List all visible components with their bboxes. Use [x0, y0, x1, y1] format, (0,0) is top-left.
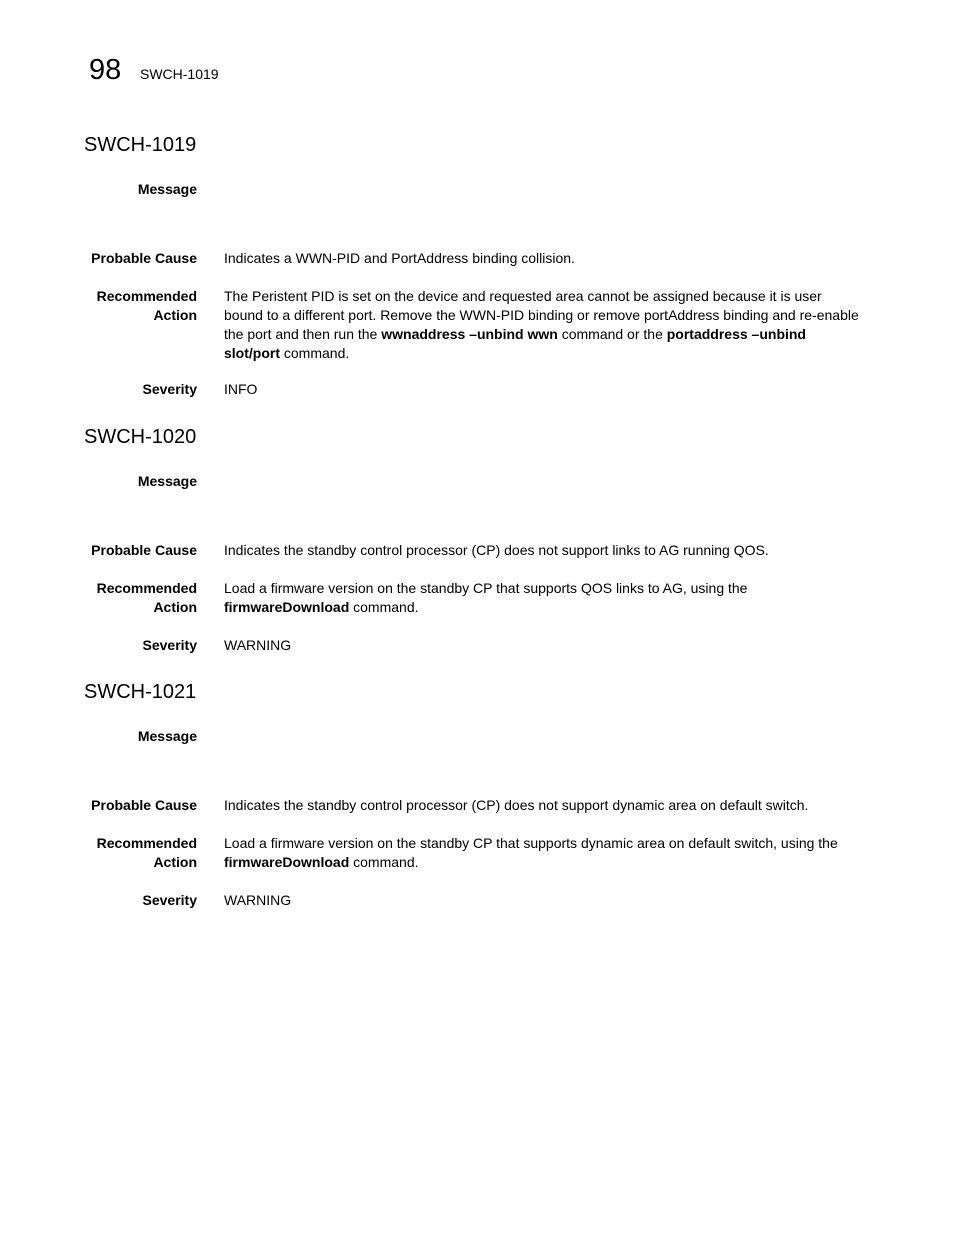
recommended-label: Recommended [96, 835, 197, 851]
probable-cause-label: Probable Cause [91, 797, 197, 813]
probable-cause-label: Probable Cause [91, 542, 197, 558]
action-text: Load a firmware version on the standby CP that supports dynamic area on default switch, using the [224, 835, 838, 851]
section-title: SWCH-1021 [84, 681, 197, 703]
recommended-action-label [97, 834, 197, 872]
section-title: SWCH-1020 [84, 426, 197, 448]
severity-label: Severity [142, 892, 197, 908]
severity-value: WARNING [224, 637, 292, 653]
probable-cause-text: Indicates the standby control processor (CP) does not support dynamic area on default switch. [224, 797, 809, 813]
recommended-label: Recommended [96, 288, 197, 304]
action-label: Action [153, 599, 197, 615]
action-text: command. [349, 854, 419, 870]
severity-label: Severity [142, 381, 197, 397]
action-label: Action [153, 854, 197, 870]
running-title: SWCH-1019 [140, 66, 219, 82]
recommended-action-label [97, 287, 197, 325]
severity-value: INFO [224, 381, 258, 397]
severity-value: WARNING [224, 892, 292, 908]
action-text: Load a firmware version on the standby CP that supports QOS links to AG, using the [224, 580, 748, 596]
recommended-action-label [97, 579, 197, 617]
probable-cause-label: Probable Cause [91, 250, 197, 266]
chapter-number: 98 [89, 54, 122, 86]
action-label: Action [153, 307, 197, 323]
action-text: command. [280, 345, 350, 361]
command-firmwaredownload: firmwareDownload [224, 599, 350, 615]
message-label: Message [137, 728, 197, 744]
action-text: The Peristent PID is set on the device and requested area cannot be assigned because it is user bound to a different port. Remove the WWN-PID binding or remove portAddress binding and re-enable the port and then run the [224, 288, 859, 342]
probable-cause-text: Indicates the standby control processor (CP) does not support links to AG running QOS. [224, 542, 769, 558]
recommended-label: Recommended [96, 580, 197, 596]
command-wwnaddress: wwnaddress –unbind wwn [381, 326, 558, 342]
action-text: command. [349, 599, 419, 615]
severity-label: Severity [142, 637, 197, 653]
section-title: SWCH-1019 [84, 134, 197, 156]
message-label: Message [137, 181, 197, 197]
recommended-action-text [224, 834, 904, 872]
recommended-action-text [224, 579, 784, 617]
action-text: command or the [557, 326, 667, 342]
message-label: Message [137, 473, 197, 489]
command-firmwaredownload: firmwareDownload [224, 854, 350, 870]
command-portaddress: portaddress –unbind slot/port [224, 326, 806, 361]
recommended-action-text [224, 287, 864, 363]
probable-cause-text: Indicates a WWN-PID and PortAddress binding collision. [224, 250, 575, 266]
